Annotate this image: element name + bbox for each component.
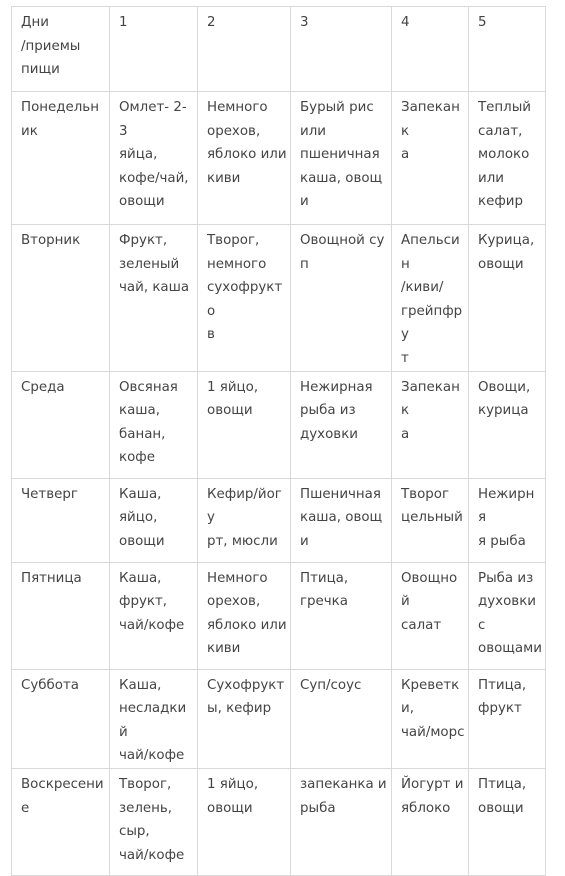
table-header-row xyxy=(12,7,546,92)
meal-cell: Творог, немного сухофрукто в xyxy=(198,225,291,372)
table-row xyxy=(12,92,546,225)
meal-cell: запеканка и рыба xyxy=(291,768,392,875)
meal-cell: Суп/соус xyxy=(291,669,392,768)
day-cell: Понедельн ик xyxy=(12,92,110,225)
table-row xyxy=(12,669,546,768)
meal-cell: 1 яйцо, овощи xyxy=(198,768,291,875)
day-cell: Вторник xyxy=(12,225,110,372)
meal-cell: Немного орехов, яблоко или киви xyxy=(198,562,291,669)
table-row xyxy=(12,768,546,875)
day-cell: Воскресени е xyxy=(12,768,110,875)
meal-cell: Рыба из духовки с овощами xyxy=(469,562,546,669)
meal-cell: Овсяная каша, банан, кофе xyxy=(110,371,198,478)
meal-cell: Запеканк а xyxy=(392,371,469,478)
meal-cell: Овощи, курица xyxy=(469,371,546,478)
meal-cell: Овощной суп xyxy=(291,225,392,372)
meal-plan-table xyxy=(11,6,546,876)
header-cell-meal-3: 3 xyxy=(291,7,392,92)
table-row xyxy=(12,562,546,669)
meal-cell: Бурый рис или пшеничная каша, овощи xyxy=(291,92,392,225)
table-row xyxy=(12,371,546,478)
meal-cell: Апельсин /киви/ грейпфру т xyxy=(392,225,469,372)
day-cell: Суббота xyxy=(12,669,110,768)
meal-cell: Нежирная рыба из духовки xyxy=(291,371,392,478)
table-row xyxy=(12,478,546,562)
meal-cell: Овощной салат xyxy=(392,562,469,669)
day-cell: Среда xyxy=(12,371,110,478)
meal-cell: Запеканк а xyxy=(392,92,469,225)
meal-cell: Креветки, чай/морс xyxy=(392,669,469,768)
meal-cell: Птица, овощи xyxy=(469,768,546,875)
meal-cell: Омлет- 2-3 яйца, кофе/чай, овощи xyxy=(110,92,198,225)
day-cell: Пятница xyxy=(12,562,110,669)
meal-cell: Каша, фрукт, чай/кофе xyxy=(110,562,198,669)
header-cell-meal-5: 5 xyxy=(469,7,546,92)
meal-cell: Йогурт и яблоко xyxy=(392,768,469,875)
meal-cell: Курица, овощи xyxy=(469,225,546,372)
meal-cell: Нежирня я рыба xyxy=(469,478,546,562)
meal-cell: 1 яйцо, овощи xyxy=(198,371,291,478)
header-cell-days: Дни /приемы пищи xyxy=(12,7,110,92)
meal-cell: Птица, гречка xyxy=(291,562,392,669)
meal-cell: Теплый салат, молоко или кефир xyxy=(469,92,546,225)
meal-cell: Немного орехов, яблоко или киви xyxy=(198,92,291,225)
meal-cell: Кефир/йогу рт, мюсли xyxy=(198,478,291,562)
meal-cell: Фрукт, зеленый чай, каша xyxy=(110,225,198,372)
meal-cell: Творог цельный xyxy=(392,478,469,562)
header-cell-meal-4: 4 xyxy=(392,7,469,92)
meal-cell: Творог, зелень, сыр, чай/кофе xyxy=(110,768,198,875)
header-cell-meal-1: 1 xyxy=(110,7,198,92)
header-cell-meal-2: 2 xyxy=(198,7,291,92)
day-cell: Четверг xyxy=(12,478,110,562)
meal-cell: Сухофрукт ы, кефир xyxy=(198,669,291,768)
meal-cell: Каша, несладкий чай/кофе xyxy=(110,669,198,768)
meal-cell: Птица, фрукт xyxy=(469,669,546,768)
table-row xyxy=(12,225,546,372)
meal-cell: Каша, яйцо, овощи xyxy=(110,478,198,562)
meal-cell: Пшеничная каша, овощи xyxy=(291,478,392,562)
